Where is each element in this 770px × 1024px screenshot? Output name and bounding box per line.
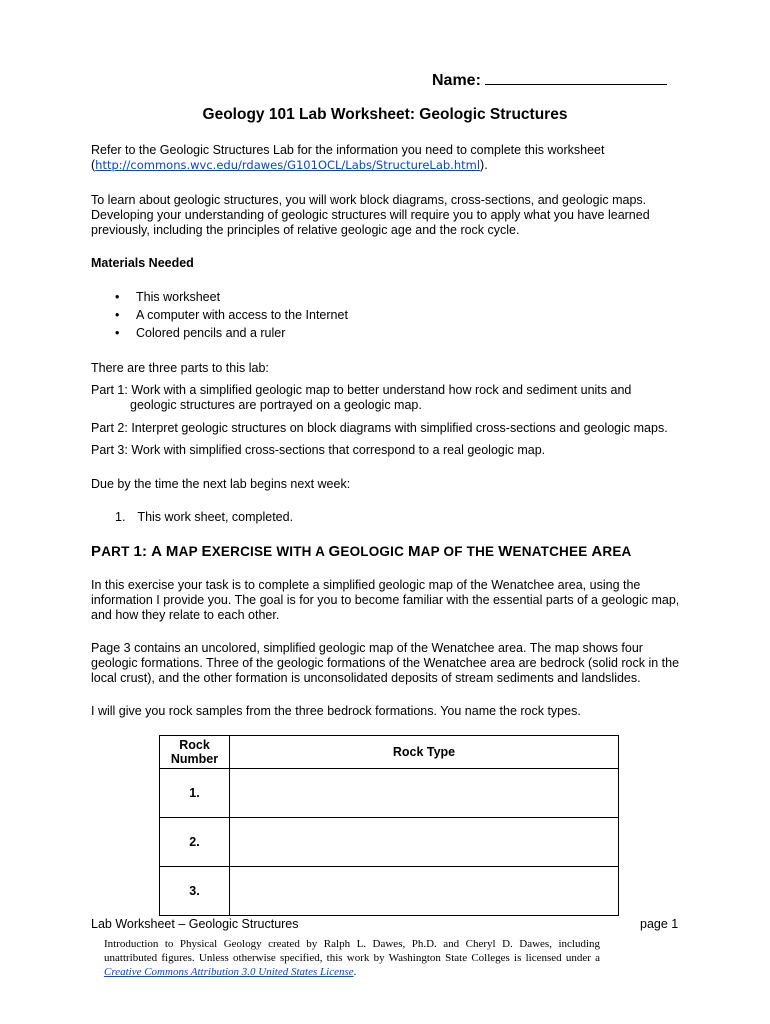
name-blank-line[interactable]: [485, 70, 667, 85]
footer-title: Lab Worksheet – Geologic Structures: [91, 917, 299, 931]
part1-description: [91, 383, 691, 413]
rock-type-answer-cell[interactable]: [230, 867, 619, 916]
heading-seg: ART: [101, 544, 134, 559]
exercise-paragraph-2: Page 3 contains an uncolored, simplified geologic map of the Wenatchee area. The map shows four geologic formations. Three of the geologic formations of the Wenatchee area are bedrock (solid rock in the local crust), and the other formation is unconsolidated deposits of stream sediments and landslides.: [91, 641, 680, 685]
structure-lab-link[interactable]: http://commons.wvc.edu/rdawes/G101OCL/Labs/StructureLab.html: [95, 158, 481, 172]
table-header-row: [160, 736, 619, 769]
heading-seg: ENATCHEE: [512, 544, 592, 559]
heading-seg: G: [328, 543, 341, 560]
rock-type-table: [159, 735, 619, 916]
name-label: Name:: [432, 72, 481, 89]
materials-heading: Materials Needed: [91, 256, 194, 270]
heading-seg: A: [591, 543, 603, 560]
heading-seg: EOLOGIC: [340, 544, 408, 559]
materials-list: [91, 288, 691, 342]
heading-seg: M: [165, 543, 179, 560]
license-link[interactable]: Creative Commons Attribution 3.0 United States License: [104, 966, 354, 978]
list-item: • A computer with access to the Internet: [91, 306, 691, 324]
table-row: [160, 818, 619, 867]
heading-seg: AP: [178, 544, 202, 559]
heading-seg: AP OF THE: [420, 544, 499, 559]
intro-refer: [91, 143, 691, 173]
section-heading-part1: [91, 543, 632, 560]
heading-seg: M: [407, 543, 421, 560]
part3-label: Part 3:: [91, 443, 128, 457]
due-item-text: This work sheet, completed.: [137, 510, 294, 524]
parts-intro: There are three parts to this lab:: [91, 361, 269, 375]
part1-line2: geologic structures are portrayed on a geologic map.: [130, 398, 422, 412]
rock-number-cell: 1.: [160, 769, 230, 818]
rock-number-header-line2: Number: [170, 752, 219, 766]
credit-text: Introduction to Physical Geology created by Ralph L. Dawes, Ph.D. and Cheryl D. Dawes, including unattributed figures. Unless otherwise specified, this work by Washington State Colleges is licensed under a: [104, 938, 600, 964]
part2-description: [91, 421, 691, 436]
name-field[interactable]: [432, 70, 667, 90]
heading-seg: REA: [602, 544, 632, 559]
credit-end: .: [353, 966, 357, 978]
rock-number-cell: 2.: [160, 818, 230, 867]
due-item: [115, 510, 715, 525]
due-text: Due by the time the next lab begins next week:: [91, 477, 351, 491]
license-credit: [104, 937, 600, 979]
table-row: [160, 867, 619, 916]
part1-line1: Work with a simplified geologic map to better understand how rock and sediment units and: [131, 383, 632, 397]
heading-seg: E: [201, 543, 212, 560]
link-open-paren: (: [91, 158, 96, 172]
table-row: [160, 769, 619, 818]
rock-number-header-line1: Rock: [179, 738, 210, 752]
rock-type-header: Rock Type: [230, 736, 619, 769]
part2-text: Interpret geologic structures on block diagrams with simplified cross-sections and geologic maps.: [131, 421, 668, 435]
page-title: Geology 101 Lab Worksheet: Geologic Structures: [202, 106, 568, 123]
part3-text: Work with simplified cross-sections that correspond to a real geologic map.: [131, 443, 546, 457]
rock-number-cell: 3.: [160, 867, 230, 916]
rock-type-answer-cell[interactable]: [230, 769, 619, 818]
heading-seg: W: [498, 543, 513, 560]
rock-number-header: [160, 736, 230, 769]
page-number: page 1: [640, 917, 679, 931]
exercise-paragraph-3: I will give you rock samples from the three bedrock formations. You name the rock types.: [91, 704, 581, 718]
part2-label: Part 2:: [91, 421, 128, 435]
heading-seg: XERCISE WITH A: [211, 544, 329, 559]
link-close-paren: ).: [480, 158, 488, 172]
exercise-paragraph-1: In this exercise your task is to complete a simplified geologic map of the Wenatchee area, using the information I provide you. The goal is for you to become familiar with the essential parts of a geologic map, and how they relate to each other.: [91, 578, 680, 622]
heading-seg: P: [91, 543, 102, 560]
rock-type-answer-cell[interactable]: [230, 818, 619, 867]
list-item: • This worksheet: [91, 288, 691, 306]
refer-text: Refer to the Geologic Structures Lab for the information you need to complete this worksheet: [91, 143, 605, 157]
intro-learn: To learn about geologic structures, you will work block diagrams, cross-sections, and geologic maps. Developing your understanding of geologic structures will require you to apply what you have learned previously, including the principles of relative geologic age and the rock cycle.: [91, 193, 650, 237]
part1-label: Part 1:: [91, 383, 128, 397]
due-item-number: 1.: [115, 510, 126, 524]
part3-description: [91, 443, 691, 458]
list-item: • Colored pencils and a ruler: [91, 324, 691, 342]
heading-seg: 1: A: [133, 543, 166, 560]
